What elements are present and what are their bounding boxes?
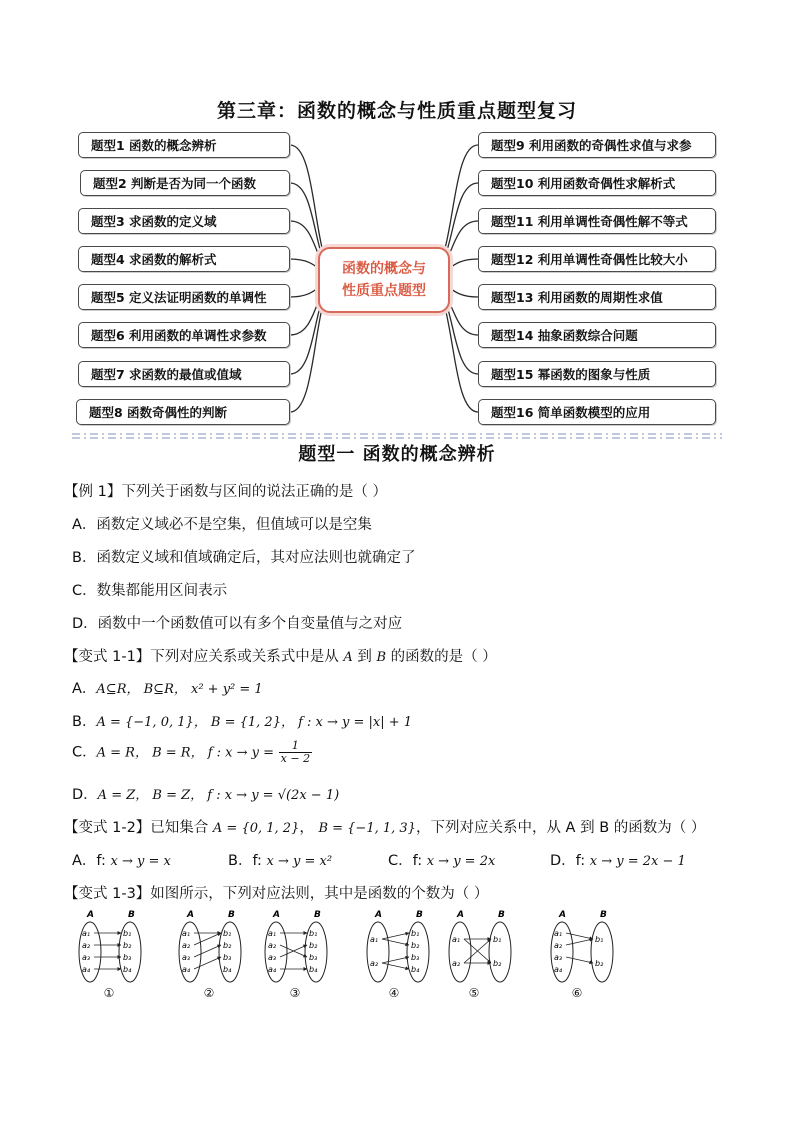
d2-b2: b₂ — [223, 941, 232, 950]
d2-a3: a₃ — [182, 953, 191, 962]
v11-c-fraction — [279, 740, 312, 765]
d3-label-b: B — [314, 910, 321, 920]
d2-label-a: A — [187, 910, 194, 920]
topic-12: 题型12 利用单调性奇偶性比较大小 — [478, 246, 716, 272]
topic-15: 题型15 幂函数的图象与性质 — [478, 361, 716, 387]
example-1-option-d: D．函数中一个函数值可以有多个自变量值与之对应 — [72, 616, 403, 632]
topic-10: 题型10 利用函数奇偶性求解析式 — [478, 170, 716, 196]
v11-c-math: A = R， B = R， f : x → y = — [96, 745, 275, 761]
d5-a1: a₁ — [452, 935, 461, 944]
variation-1-1-option-d — [72, 783, 339, 804]
v11-set-b: B — [376, 650, 387, 665]
v12-d-math: x → y = 2x − 1 — [589, 854, 686, 869]
topic-4: 题型4 求函数的解析式 — [78, 246, 290, 272]
v12-set-b: B = {−1, 1, 3} — [318, 821, 416, 836]
mapping-diagram-4 — [362, 908, 432, 986]
d6-a3: a₃ — [554, 953, 563, 962]
variation-1-2-stem — [64, 816, 705, 837]
d1-a4: a₄ — [82, 965, 91, 974]
d4-b2: b₂ — [411, 941, 420, 950]
d5-label-a: A — [457, 910, 464, 920]
d2-a4: a₄ — [182, 965, 191, 974]
variation-1-2-option-a — [72, 849, 171, 870]
d4-label-b: B — [416, 910, 423, 920]
variation-1-1-stem — [64, 645, 497, 666]
d1-label-a: A — [87, 910, 94, 920]
section-title: 题型一 函数的概念辨析 — [298, 444, 496, 465]
d6-label-a: A — [559, 910, 566, 920]
mapping-diagram-5 — [444, 908, 514, 986]
d4-a1: a₁ — [370, 935, 379, 944]
d1-label-b: B — [128, 910, 135, 920]
d6-a4: a₄ — [554, 965, 563, 974]
v11-set-a: A — [343, 650, 353, 665]
d5-b2: b₂ — [493, 959, 502, 968]
topic-14: 题型14 抽象函数综合问题 — [478, 322, 716, 348]
variation-1-1-option-a — [72, 677, 263, 698]
mapping-diagram-1 — [74, 908, 144, 986]
v12-set-a: A = {0, 1, 2} — [212, 821, 300, 836]
center-line-2: 性质重点题型 — [342, 283, 426, 299]
mindmap-center-node — [318, 247, 450, 313]
v11-b-label: B． — [72, 714, 97, 730]
topic-16: 题型16 简单函数模型的应用 — [478, 399, 716, 425]
d4-a2: a₂ — [370, 959, 379, 968]
v11-a-label: A． — [72, 681, 97, 697]
d3-b2: b₂ — [309, 941, 318, 950]
topic-5: 题型5 定义法证明函数的单调性 — [78, 284, 290, 310]
d2-label-b: B — [228, 910, 235, 920]
d4-label-a: A — [375, 910, 382, 920]
example-1-option-a: A．函数定义域必不是空集，但值域可以是空集 — [72, 517, 372, 533]
d6-b1: b₁ — [595, 935, 604, 944]
d3-b4: b₄ — [309, 965, 318, 974]
v12-sep: ， — [299, 820, 319, 836]
v12-c-label: C．f: — [388, 853, 423, 869]
d3-b1: b₁ — [309, 929, 318, 938]
variation-1-2-option-c — [388, 849, 495, 870]
d1-b3: b₃ — [123, 953, 132, 962]
example-1-stem: 【例 1】下列关于函数与区间的说法正确的是（ ） — [64, 484, 387, 500]
v11-post: 的函数的是（ ） — [386, 649, 497, 665]
v12-a-label: A．f: — [72, 853, 106, 869]
variation-1-1-option-c — [72, 740, 312, 765]
topic-6: 题型6 利用函数的单调性求参数 — [78, 322, 290, 348]
v11-mid: 到 — [352, 649, 377, 665]
chapter-title: 第三章：函数的概念与性质重点题型复习 — [216, 100, 577, 122]
v12-post: ，下列对应关系中，从 A 到 B 的函数为（ ） — [415, 820, 706, 836]
v12-b-label: B．f: — [228, 853, 262, 869]
d1-a2: a₂ — [82, 941, 91, 950]
variation-1-2-option-d — [550, 849, 686, 870]
d6-label-b: B — [600, 910, 607, 920]
d6-a2: a₂ — [554, 941, 563, 950]
mapping-diagram-2 — [174, 908, 244, 986]
d3-b3: b₃ — [309, 953, 318, 962]
d3-label-a: A — [273, 910, 280, 920]
v12-b-math: x → y = x² — [266, 854, 333, 869]
d2-b4: b₄ — [223, 965, 232, 974]
v12-c-math: x → y = 2x — [426, 854, 496, 869]
topic-1: 题型1 函数的概念辨析 — [78, 132, 290, 158]
diagram-label-6: ⑥ — [571, 986, 583, 1000]
section-divider — [72, 432, 722, 440]
example-1-option-b: B．函数定义域和值域确定后，其对应法则也就确定了 — [72, 550, 416, 566]
diagram-label-3: ③ — [289, 986, 301, 1000]
v11-c-numerator: 1 — [279, 740, 312, 753]
diagram-label-5: ⑤ — [468, 986, 480, 1000]
d5-label-b: B — [498, 910, 505, 920]
diagram-label-1: ① — [103, 986, 115, 1000]
d3-a4: a₄ — [268, 965, 277, 974]
example-1-option-c: C．数集都能用区间表示 — [72, 583, 228, 599]
v11-d-math: A = Z， B = Z， f : x → y = √(2x − 1) — [97, 788, 340, 803]
diagram-label-2: ② — [203, 986, 215, 1000]
d6-b2: b₂ — [595, 959, 604, 968]
center-line-1: 函数的概念与 — [342, 261, 426, 277]
d1-a3: a₃ — [82, 953, 91, 962]
diagram-label-4: ④ — [388, 986, 400, 1000]
variation-1-1-option-b — [72, 710, 412, 731]
d4-b3: b₃ — [411, 953, 420, 962]
mapping-diagram-3 — [260, 908, 330, 986]
topic-7: 题型7 求函数的最值或值域 — [78, 361, 290, 387]
mapping-diagram-6 — [546, 908, 616, 986]
topic-2: 题型2 判断是否为同一个函数 — [80, 170, 290, 196]
v11-b-math: A = {−1, 0, 1}， B = {1, 2}， f : x → y = |x| + 1 — [96, 715, 413, 730]
topic-8: 题型8 函数奇偶性的判断 — [76, 399, 290, 425]
topic-3: 题型3 求函数的定义域 — [78, 208, 290, 234]
d2-a1: a₁ — [182, 929, 191, 938]
d1-b4: b₄ — [123, 965, 132, 974]
d5-a2: a₂ — [452, 959, 461, 968]
d3-a3: a₃ — [268, 953, 277, 962]
v11-a-math: A⊆R， B⊆R， x² + y² = 1 — [96, 682, 263, 697]
v12-a-math: x → y = x — [110, 854, 171, 869]
d4-b1: b₁ — [411, 929, 420, 938]
d3-a2: a₂ — [268, 941, 277, 950]
d2-b1: b₁ — [223, 929, 232, 938]
topic-13: 题型13 利用函数的周期性求值 — [478, 284, 716, 310]
variation-1-3-stem: 【变式 1-3】如图所示，下列对应法则，其中是函数的个数为（ ） — [64, 886, 489, 902]
v11-pre: 【变式 1-1】下列对应关系或关系式中是从 — [64, 649, 344, 665]
topic-11: 题型11 利用单调性奇偶性解不等式 — [478, 208, 716, 234]
d1-b2: b₂ — [123, 941, 132, 950]
v11-d-label: D． — [72, 787, 98, 803]
topic-9: 题型9 利用函数的奇偶性求值与求参 — [478, 132, 716, 158]
d1-b1: b₁ — [123, 929, 132, 938]
d2-b3: b₃ — [223, 953, 232, 962]
d2-a2: a₂ — [182, 941, 191, 950]
d3-a1: a₁ — [268, 929, 277, 938]
v11-c-denominator: x − 2 — [280, 752, 311, 765]
d5-b1: b₁ — [493, 935, 502, 944]
d1-a1: a₁ — [82, 929, 91, 938]
v12-pre: 【变式 1-2】已知集合 — [64, 820, 213, 836]
v11-c-label: C． — [72, 744, 97, 761]
variation-1-2-option-b — [228, 849, 332, 870]
v12-d-label: D．f: — [550, 853, 586, 869]
d6-a1: a₁ — [554, 929, 563, 938]
d4-b4: b₄ — [411, 965, 420, 974]
